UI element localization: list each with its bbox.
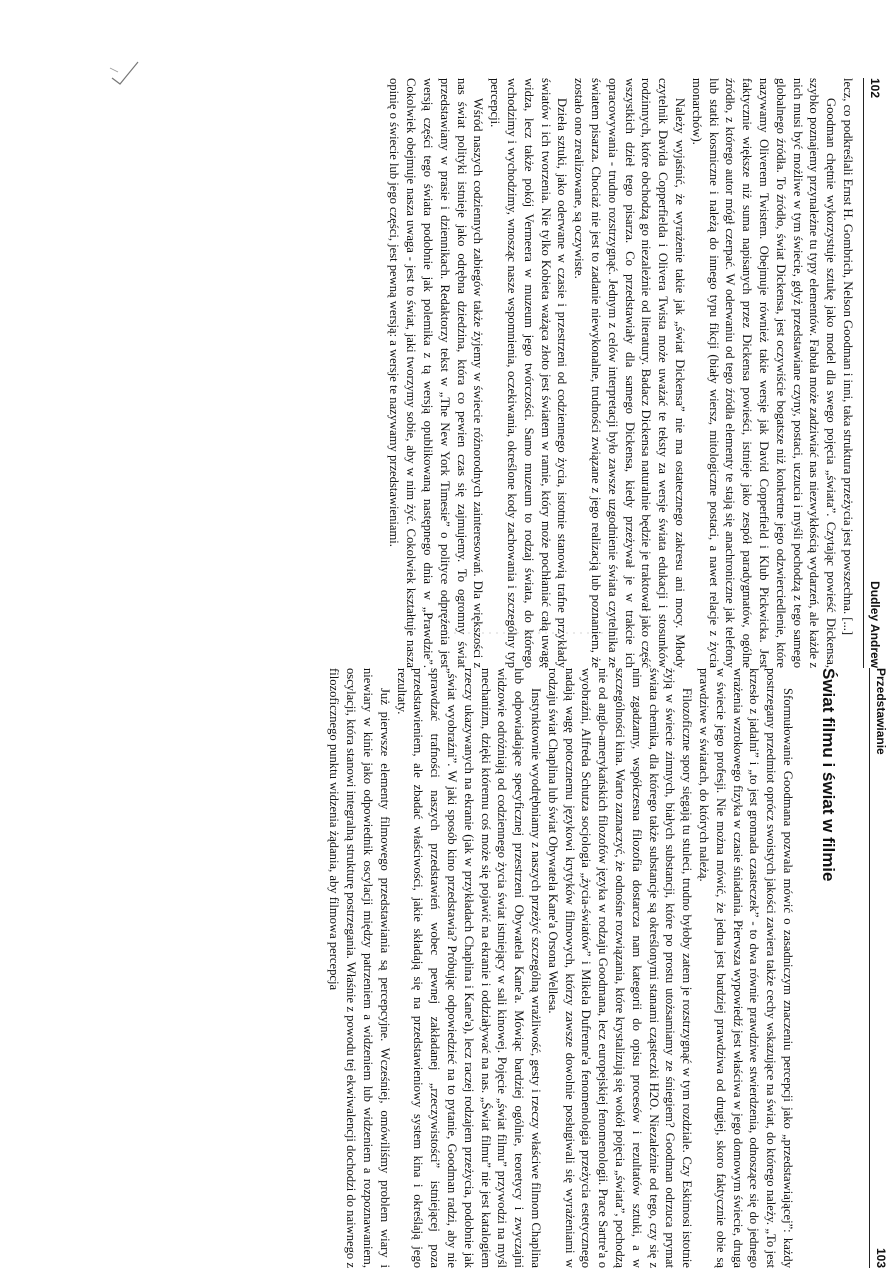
left-page-body	[386, 78, 856, 668]
paragraph: Wśród naszych codziennych zabiegów także żyjemy w świecie różnorodnych zainteresowań. Dla większości z nas świat polityki istnieje jako odrębna dziedzina, która co pewien czas się zajmujemy. To ogromny świat przedstawiany w prasie i dziennikach. Redaktorzy tekst w „The New York Timesie” o polityce odpręźenia jest wersją części tego świata podobnie jak polemika z tą wersją opublikowaną następnego dnia w „Prawdzie”. Cokolwiek obejmuje nasza uwaga - jest to świat, jaki tworzymy sobie, aby w nim żyć. Cokolwiek kształtuje nasza opinię o świecie lub jego części, jest pewną wersją: a wersje te nazywamy przedstawieniami.	[387, 78, 486, 668]
right-page-body	[326, 668, 796, 1268]
running-head: Przedstawianie	[874, 668, 888, 755]
paragraph: Filozoficzne spory sięgają tu stuleci, trudno byłoby zatem je rozstrzygnąć w tym rozdziale. Czy Eskimosi istotnie żyją w świecie zimnych, białych substancji, które po prostu utożsamiamy ze śniegiem? Goodman odrzuca prymat świata chemika, dla którego także substancje są określonymi stanami cząsteczki H2O. Niezależnie od tego, czy się z nim zgadzamy, współczesna filozofia dostarcza nam kategorii do opisu procesów i rezultatów sztuki, a w szczególności kina. Warto zaznaczyć, że odnośne rozwiązania, które krystalizują się wokół pojęcia „świata”, pochodzą nie od anglo-amerykańskich filozofów języka w rodzaju Goodmana, lecz europejskiej fenomenologii. Prace Sartre'a o wyobraźni, Alfreda Schutza socjologia „życia-światów” i Mikela Dufrenne'a fenomenologia przeżycia estetycznego nadają wagę potocznemu językowi krytyków filmowych, którzy zawsze dowolnie posługiwali się wyrażeniami w rodzaju świat Chaplina lub świat Obywatela Kane'a Orsona Wellesa.	[545, 668, 695, 1268]
right-page	[118, 668, 888, 1268]
running-head: Dudley Andrew	[868, 581, 882, 668]
left-page	[72, 78, 882, 668]
right-page-header	[866, 668, 888, 1268]
header-rule	[863, 78, 864, 668]
paragraph: Dzieła sztuki, jako oderwane w czasie i przestrzeni od codziennego życia, istotnie stanowią trafne przykłady światów i ich tworzenia. Nie tylko Kobieta ważąca złoto jest światem w ramie, który może pochłaniać całą uwagę widza, lecz także pokój Vermeera w muzeum jego twórczości. Samo muzeum to rodzaj świata, do którego wchodzimy i wychodzimy, wnosząc nasze wspomnienia, oczekiwania, określone kody zachowania i szczególny typ percepcji.	[488, 78, 570, 668]
paragraph: Instynktownie wyodrębniamy z naszych przeżyć szczególną wrażliwość, gesty i rzeczy właściwe filmom Chaplina lub odpowiadające specyficznej przestrzeni Obywatela Kane'a. Mówiąc bardziej ogólnie, teoretycy i zwyczajni widzowie odróżniają od codziennego życia świat istniejący w sali kinowej. Pojęcie „świat filmu” przywodzi na myśl mechanizm, dzięki któremu coś może się pojawić na ekranie i oddziaływać na nas. „Świat filmu” nie jest katalogiem rzeczy ukazywanych na ekranie (jak w przykładach Chaplina i Kane'a), lecz raczej rodzajem przeżycia, podobnie jak „świat wyobraźni”. W jaki sposób kino przedstawia? Próbując odpowiedzieć na to pytanie, Goodman radzi, aby nie sprawdzać trafności naszych przedstawień wobec pewnej zakładanej „rzeczywistości” istniejącej poza przedstawieniem, ale zbadać właściwości, jakie składają się na przedstawieniowy system kina i określają jego rezultaty.	[394, 668, 544, 1268]
paragraph: Sformułowanie Goodmana pozwala mówić o zasadniczym znaczeniu percepcji jako „przedstawiającej”: każdy postrzegany przedmiot oprócz swoistych jakości zawiera także cechy wskazujące na świat, do którego należy. „To jest krzesło z jadalni” i „to jest gromada czasteczek” - to dwa równie prawdziwe stwierdzenia, odnoszące się do jednego wrażenia wzrokowego fizyka w czasie śniadania. Pierwsza wypowiedź jest właściwa w jego domowym świecie, druga w świecie jego profesji. Nie można mówić, że jedna jest bardziej prawdziwa od drugiej, skoro faktycznie obie są prawdziwe w światach, do których należą.	[697, 668, 795, 1268]
page-number: 102	[868, 78, 882, 99]
left-page-header	[860, 78, 882, 668]
paragraph: Goodman chętnie wykorzystuje sztukę jako model dla swego pojęcia „świata”. Czytając powieść Dickensa, szybko poznajemy przynależne tu typy elementów. Fabuła może zadziwiać nas niezwykłością wydarzeń, ale każde z nich musi być możliwe w tym świecie, gdyż przedstawiane czyny, postaci, uczucia i myśli pochodzą z tego samego globalnego źródła. To źródło, świat Dickensa, jest oczywiście bogatsze niż konkretne jego odzwierciedlenie, które nazywamy Oliverem Twistem. Obejmuje również takie wersje jak David Copperfield i Klub Pickwicka. Jest faktycznie większe niż suma napisanych przez Dickensa powieści, istnieje jako zespół paradygmatów, ogólne źródło, z którego autor mógł czerpać. W oderwaniu od tego źródła elementy te stają się anachroniczne jak telefony lub statki kosmiczne i należą do innego typu fikcji (biały wiersz, mitologiczne postaci, a nawet relacje z życia monarchów).	[689, 78, 839, 668]
paragraph: Już pierwsze elementy filmowego przedstawiania są percepcyjne. Wcześniej, omówiliśmy problem wiary i niewiary w kinie jako odpowiednik oscylacji między patrzeniem a widzeniem lub widzeniem a rozpoznawaniem, oscylacji, która stanowi integralną strukturę postrzegania. Właśnie z powodu tej ekwiwalencji dochodzi do naiwnego z filozoficznego punktu widzenia żądania, aby filmowa percepcja	[327, 668, 392, 1268]
paragraph: lecz, co podkreślali Ernst H. Gombrich, Nelson Goodman i inni, taka struktura przeżycia jest powszechna. [...]	[841, 78, 855, 636]
page-number: 103	[874, 1247, 888, 1268]
chapter-title: Świat filmu i świat w filmie	[819, 668, 838, 882]
header-rule	[869, 668, 870, 1268]
paragraph: Należy wyjaśnić, że wyrażenie takie jak „świat Dickensa” nie ma ostatecznego zakresu ani mocy. Młody czytelnik Davida Copperfielda i Olivera Twista może uważać te teksty za wersje świata edukacji i stosunków rodzinnych, które obchodzą go niezależnie od literatury. Badacz Dickensa naturalnie będzie je traktował jako część wszystkich dzieł tego pisarza. Co przedstawiały dla samego Dickensa, kiedy przeżywał je w trakcie ich opracowywania - trudno rozstrzygnąć. Jednym z celów interpretacji było zawsze uzgodnienie świata czytelnika ze światem pisarza. Chociaż nie jest to zadanie niewykonalne, trudności związane z jego realizacją lub poznaniem, że zostało ono zrealizowane, są oczywiste.	[572, 78, 688, 668]
